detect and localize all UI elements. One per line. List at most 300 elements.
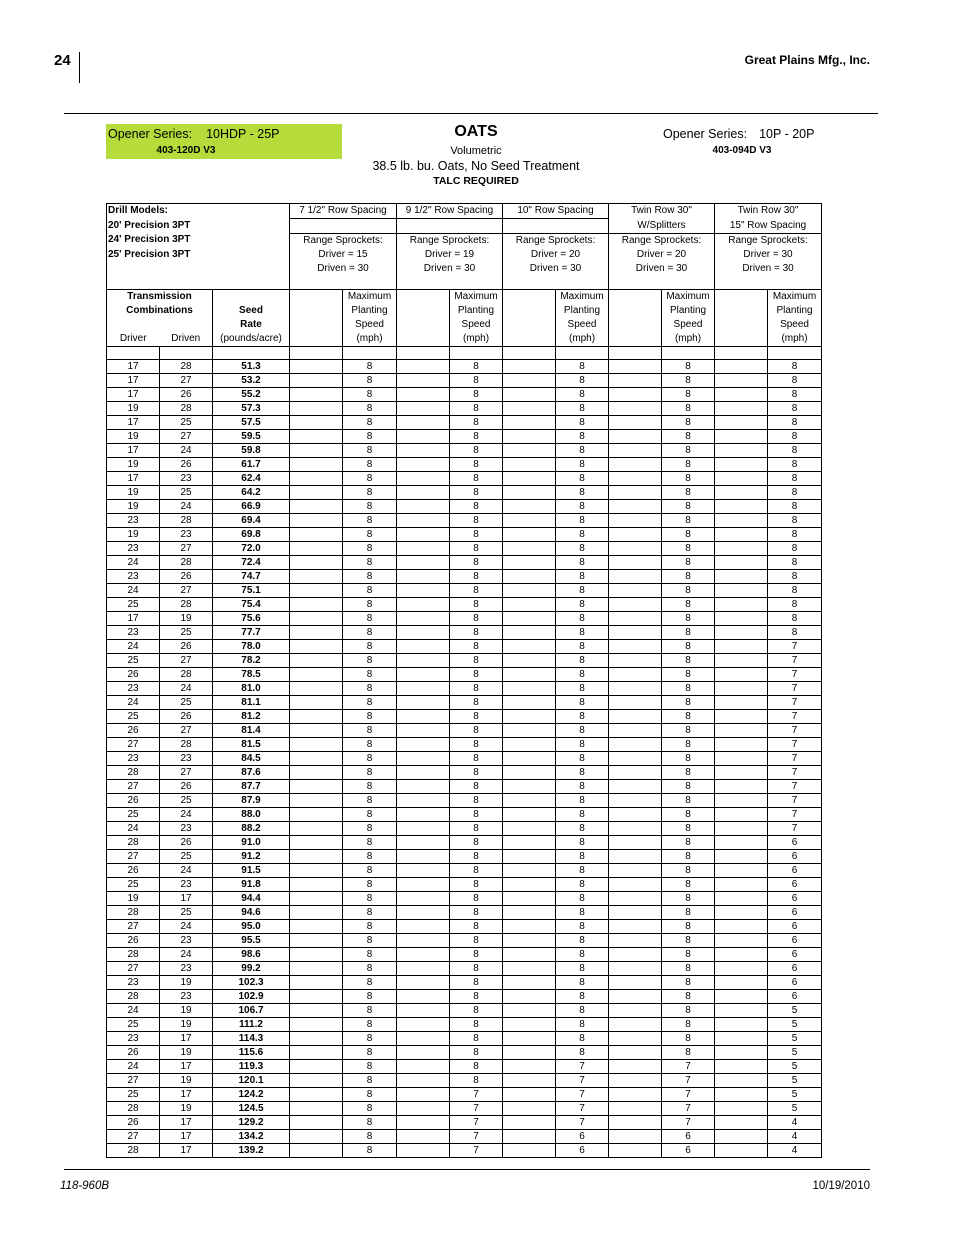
max-speed-cell: 8: [343, 681, 397, 695]
seed-rate-cell: 81.2: [213, 709, 290, 723]
driver-cell: 25: [107, 877, 160, 891]
seed-rate-cell: 106.7: [213, 1003, 290, 1017]
max-speed-cell: 5: [768, 1045, 822, 1059]
speed-header: Speed: [343, 318, 397, 332]
speed-header: (mph): [662, 332, 715, 347]
driven-cell: 23: [160, 471, 213, 485]
max-speed-cell: 8: [768, 583, 822, 597]
max-speed-cell: 8: [450, 877, 503, 891]
spacing-label-2: 15" Row Spacing: [715, 219, 822, 234]
table-row: [107, 1073, 822, 1087]
driver-cell: 27: [107, 1129, 160, 1143]
max-speed-cell: 8: [343, 793, 397, 807]
max-speed-cell: 8: [450, 625, 503, 639]
max-speed-cell: 8: [343, 779, 397, 793]
max-speed-cell: 8: [343, 625, 397, 639]
max-speed-cell: 8: [768, 499, 822, 513]
max-speed-cell: 8: [556, 891, 609, 905]
max-speed-cell: 8: [556, 569, 609, 583]
drill-models-label: Drill Models:: [107, 204, 290, 219]
document-number: 118-960B: [60, 1180, 110, 1192]
seed-rate-cell: 53.2: [213, 373, 290, 387]
max-speed-cell: 8: [556, 877, 609, 891]
max-speed-cell: 4: [768, 1115, 822, 1129]
driven-cell: 19: [160, 1003, 213, 1017]
max-speed-cell: 5: [768, 1059, 822, 1073]
driven-cell: 28: [160, 401, 213, 415]
max-speed-cell: 8: [343, 751, 397, 765]
table-row: [107, 569, 822, 583]
max-speed-cell: 8: [662, 989, 715, 1003]
max-speed-cell: 8: [343, 513, 397, 527]
max-speed-cell: 8: [450, 429, 503, 443]
max-speed-cell: 8: [768, 415, 822, 429]
table-row: [107, 835, 822, 849]
driven-cell: 25: [160, 695, 213, 709]
speed-header: Planting: [768, 304, 822, 318]
table-row: [107, 555, 822, 569]
driver-cell: 19: [107, 891, 160, 905]
driver-cell: 27: [107, 961, 160, 975]
seed-rate-cell: 75.4: [213, 597, 290, 611]
max-speed-cell: 8: [450, 541, 503, 555]
table-row: [107, 821, 822, 835]
max-speed-cell: 8: [343, 919, 397, 933]
max-speed-cell: 8: [343, 485, 397, 499]
driver-cell: 23: [107, 975, 160, 989]
driver-cell: 17: [107, 471, 160, 485]
range-driver: Driver = 20: [503, 248, 609, 262]
driven-header: Driven: [160, 332, 213, 347]
max-speed-cell: 8: [556, 597, 609, 611]
range-driven: Driven = 30: [715, 262, 822, 276]
max-speed-cell: 8: [662, 569, 715, 583]
max-speed-cell: 8: [450, 373, 503, 387]
max-speed-cell: 8: [556, 765, 609, 779]
max-speed-cell: 8: [450, 513, 503, 527]
header-vertical-rule: [79, 52, 80, 83]
max-speed-cell: 8: [450, 359, 503, 373]
document-date: 10/19/2010: [812, 1180, 870, 1192]
combinations-label: Combinations: [107, 304, 213, 318]
table-row: [107, 401, 822, 415]
driver-cell: 26: [107, 667, 160, 681]
max-speed-cell: 8: [343, 443, 397, 457]
speed-header: (mph): [768, 332, 822, 347]
seed-rate-cell: 78.2: [213, 653, 290, 667]
max-speed-cell: 8: [450, 723, 503, 737]
table-row: [107, 765, 822, 779]
max-speed-cell: 7: [662, 1101, 715, 1115]
driven-cell: 25: [160, 625, 213, 639]
max-speed-cell: 8: [556, 751, 609, 765]
max-speed-cell: 8: [662, 373, 715, 387]
header-row-driven: [107, 262, 822, 276]
max-speed-cell: 8: [662, 891, 715, 905]
max-speed-cell: 7: [768, 765, 822, 779]
max-speed-cell: 8: [662, 415, 715, 429]
max-speed-cell: 8: [662, 667, 715, 681]
max-speed-cell: 8: [450, 1003, 503, 1017]
range-driven: Driven = 30: [397, 262, 503, 276]
max-speed-cell: 8: [662, 807, 715, 821]
table-row: [107, 1017, 822, 1031]
max-speed-cell: 8: [662, 947, 715, 961]
max-speed-cell: 8: [343, 387, 397, 401]
table-row: [107, 933, 822, 947]
seed-rate-cell: 91.5: [213, 863, 290, 877]
driven-cell: 25: [160, 793, 213, 807]
speed-header: Maximum: [768, 289, 822, 304]
max-speed-cell: 5: [768, 1101, 822, 1115]
max-speed-cell: 8: [450, 681, 503, 695]
page-number: 24: [54, 52, 71, 69]
table-row: [107, 1129, 822, 1143]
max-speed-cell: 8: [662, 1017, 715, 1031]
seed-rate-cell: 114.3: [213, 1031, 290, 1045]
driven-cell: 28: [160, 737, 213, 751]
table-row: [107, 471, 822, 485]
max-speed-cell: 8: [556, 415, 609, 429]
table-row: [107, 625, 822, 639]
seed-rate-cell: 91.8: [213, 877, 290, 891]
max-speed-cell: 8: [768, 471, 822, 485]
max-speed-cell: 8: [343, 989, 397, 1003]
max-speed-cell: 8: [556, 793, 609, 807]
seed-rate-cell: 62.4: [213, 471, 290, 485]
range-sprockets-label: Range Sprockets:: [290, 233, 397, 248]
range-driven: Driven = 30: [290, 262, 397, 276]
max-speed-cell: 5: [768, 1031, 822, 1045]
driven-cell: 24: [160, 443, 213, 457]
range-sprockets-label: Range Sprockets:: [503, 233, 609, 248]
seed-rate-cell: 139.2: [213, 1143, 290, 1157]
max-speed-cell: 8: [556, 499, 609, 513]
max-speed-cell: 8: [768, 625, 822, 639]
seed-rate-cell: 102.9: [213, 989, 290, 1003]
range-driver: Driver = 20: [609, 248, 715, 262]
seed-rate-table: [106, 203, 822, 1158]
max-speed-cell: 8: [343, 597, 397, 611]
max-speed-cell: 8: [450, 555, 503, 569]
seed-rate-cell: 72.0: [213, 541, 290, 555]
max-speed-cell: 8: [556, 863, 609, 877]
max-speed-cell: 8: [343, 835, 397, 849]
table-row: [107, 807, 822, 821]
driver-cell: 17: [107, 611, 160, 625]
max-speed-cell: 8: [556, 667, 609, 681]
column-header-row-3: [107, 318, 822, 332]
driver-cell: 19: [107, 457, 160, 471]
max-speed-cell: 8: [556, 1045, 609, 1059]
table-row: [107, 905, 822, 919]
driven-cell: 24: [160, 499, 213, 513]
max-speed-cell: 8: [343, 401, 397, 415]
data-rows: [107, 359, 822, 1157]
max-speed-cell: 7: [768, 779, 822, 793]
max-speed-cell: 8: [556, 611, 609, 625]
max-speed-cell: 8: [450, 849, 503, 863]
max-speed-cell: 7: [556, 1101, 609, 1115]
driver-cell: 28: [107, 989, 160, 1003]
driven-cell: 26: [160, 569, 213, 583]
max-speed-cell: 8: [343, 611, 397, 625]
max-speed-cell: 8: [343, 1017, 397, 1031]
max-speed-cell: 8: [450, 1059, 503, 1073]
table-row: [107, 597, 822, 611]
max-speed-cell: 8: [450, 863, 503, 877]
max-speed-cell: 7: [556, 1115, 609, 1129]
max-speed-cell: 8: [450, 905, 503, 919]
table-row: [107, 387, 822, 401]
driver-cell: 23: [107, 541, 160, 555]
max-speed-cell: 8: [556, 429, 609, 443]
max-speed-cell: 8: [556, 457, 609, 471]
table-row: [107, 989, 822, 1003]
driven-cell: 24: [160, 919, 213, 933]
max-speed-cell: 8: [450, 639, 503, 653]
driver-cell: 26: [107, 863, 160, 877]
max-speed-cell: 8: [343, 639, 397, 653]
seed-rate-cell: 78.5: [213, 667, 290, 681]
driver-cell: 24: [107, 555, 160, 569]
driven-cell: 23: [160, 821, 213, 835]
max-speed-cell: 8: [556, 849, 609, 863]
driven-cell: 26: [160, 387, 213, 401]
driver-cell: 28: [107, 1143, 160, 1157]
max-speed-cell: 7: [662, 1115, 715, 1129]
max-speed-cell: 8: [450, 933, 503, 947]
max-speed-cell: 7: [450, 1143, 503, 1157]
max-speed-cell: 8: [343, 555, 397, 569]
max-speed-cell: 6: [768, 961, 822, 975]
seed-rate-cell: 91.2: [213, 849, 290, 863]
driven-cell: 19: [160, 1045, 213, 1059]
driven-cell: 19: [160, 611, 213, 625]
column-header-row-4: [107, 332, 822, 347]
driven-cell: 27: [160, 723, 213, 737]
driver-cell: 23: [107, 625, 160, 639]
max-speed-cell: 8: [450, 401, 503, 415]
max-speed-cell: 8: [450, 653, 503, 667]
max-speed-cell: 8: [662, 527, 715, 541]
table-row: [107, 737, 822, 751]
driven-cell: 19: [160, 975, 213, 989]
speed-header: Speed: [450, 318, 503, 332]
left-opener-series: [108, 127, 280, 141]
max-speed-cell: 8: [343, 807, 397, 821]
max-speed-cell: 7: [768, 653, 822, 667]
max-speed-cell: 8: [450, 1045, 503, 1059]
left-part-number: 403-120D V3: [156, 145, 216, 156]
max-speed-cell: 8: [768, 429, 822, 443]
driver-cell: 28: [107, 835, 160, 849]
max-speed-cell: 8: [556, 373, 609, 387]
max-speed-cell: 8: [343, 1059, 397, 1073]
max-speed-cell: 8: [662, 485, 715, 499]
max-speed-cell: 8: [662, 933, 715, 947]
max-speed-cell: 8: [343, 667, 397, 681]
driver-cell: 26: [107, 723, 160, 737]
max-speed-cell: 8: [450, 583, 503, 597]
range-driver: Driver = 30: [715, 248, 822, 262]
driven-cell: 25: [160, 415, 213, 429]
max-speed-cell: 7: [450, 1115, 503, 1129]
max-speed-cell: 8: [556, 653, 609, 667]
driver-cell: 25: [107, 1017, 160, 1031]
max-speed-cell: 8: [556, 527, 609, 541]
driven-cell: 28: [160, 359, 213, 373]
max-speed-cell: 8: [343, 933, 397, 947]
max-speed-cell: 6: [768, 975, 822, 989]
max-speed-cell: 8: [662, 877, 715, 891]
max-speed-cell: 7: [556, 1059, 609, 1073]
max-speed-cell: 8: [450, 765, 503, 779]
range-driver: Driver = 19: [397, 248, 503, 262]
max-speed-cell: 8: [768, 457, 822, 471]
max-speed-cell: 8: [662, 681, 715, 695]
max-speed-cell: 8: [662, 457, 715, 471]
max-speed-cell: 8: [343, 457, 397, 471]
seed-rate-cell: 94.6: [213, 905, 290, 919]
speed-header: Planting: [343, 304, 397, 318]
driver-cell: 27: [107, 1073, 160, 1087]
table-row: [107, 849, 822, 863]
max-speed-cell: 8: [768, 555, 822, 569]
seed-rate-cell: 55.2: [213, 387, 290, 401]
max-speed-cell: 7: [768, 793, 822, 807]
max-speed-cell: 6: [768, 933, 822, 947]
max-speed-cell: 7: [768, 751, 822, 765]
seed-rate-cell: 134.2: [213, 1129, 290, 1143]
max-speed-cell: 8: [556, 821, 609, 835]
spacing-label-2: [397, 219, 503, 234]
table-row: [107, 1031, 822, 1045]
driver-cell: 28: [107, 1101, 160, 1115]
driver-cell: 25: [107, 1087, 160, 1101]
speed-header: Planting: [662, 304, 715, 318]
max-speed-cell: 8: [556, 905, 609, 919]
seed-rate-cell: 95.0: [213, 919, 290, 933]
max-speed-cell: 8: [343, 527, 397, 541]
max-speed-cell: 8: [450, 835, 503, 849]
driven-cell: 27: [160, 765, 213, 779]
seed-rate-cell: 59.5: [213, 429, 290, 443]
page-title: OATS: [454, 123, 498, 140]
table-row: [107, 1101, 822, 1115]
max-speed-cell: 8: [450, 471, 503, 485]
max-speed-cell: 8: [343, 947, 397, 961]
driver-cell: 24: [107, 583, 160, 597]
spacing-label: 10" Row Spacing: [503, 204, 609, 219]
table-row: [107, 513, 822, 527]
max-speed-cell: 8: [662, 1045, 715, 1059]
spacing-label: Twin Row 30": [609, 204, 715, 219]
driver-cell: 19: [107, 401, 160, 415]
max-speed-cell: 8: [556, 835, 609, 849]
speed-header: Speed: [556, 318, 609, 332]
max-speed-cell: 8: [556, 639, 609, 653]
max-speed-cell: 8: [768, 359, 822, 373]
speed-header: (mph): [556, 332, 609, 347]
driver-cell: 27: [107, 919, 160, 933]
right-opener-value: 10P - 20P: [759, 127, 815, 141]
max-speed-cell: 8: [662, 555, 715, 569]
table-row: [107, 751, 822, 765]
max-speed-cell: 8: [768, 387, 822, 401]
max-speed-cell: 8: [450, 527, 503, 541]
header-rule: [64, 113, 878, 114]
driver-cell: 25: [107, 709, 160, 723]
seed-rate-cell: 64.2: [213, 485, 290, 499]
driven-cell: 19: [160, 1017, 213, 1031]
left-opener-label: Opener Series:: [108, 127, 193, 141]
driver-cell: 24: [107, 1059, 160, 1073]
max-speed-cell: 8: [768, 541, 822, 555]
max-speed-cell: 8: [343, 373, 397, 387]
max-speed-cell: 6: [768, 849, 822, 863]
seed-rate-cell: 61.7: [213, 457, 290, 471]
max-speed-cell: 8: [768, 527, 822, 541]
max-speed-cell: 8: [662, 471, 715, 485]
max-speed-cell: 8: [662, 709, 715, 723]
max-speed-cell: 8: [556, 471, 609, 485]
max-speed-cell: 7: [450, 1087, 503, 1101]
driven-cell: 23: [160, 877, 213, 891]
seed-rate-cell: 111.2: [213, 1017, 290, 1031]
max-speed-cell: 8: [343, 1143, 397, 1157]
seed-rate-cell: 124.2: [213, 1087, 290, 1101]
max-speed-cell: 8: [343, 737, 397, 751]
speed-header: Maximum: [556, 289, 609, 304]
seed-rate-cell: 91.0: [213, 835, 290, 849]
driven-cell: 28: [160, 597, 213, 611]
max-speed-cell: 8: [343, 709, 397, 723]
seed-header: Seed: [213, 304, 290, 318]
max-speed-cell: 8: [450, 919, 503, 933]
table-row: [107, 583, 822, 597]
driven-cell: 24: [160, 681, 213, 695]
driver-cell: 17: [107, 443, 160, 457]
driver-cell: 19: [107, 429, 160, 443]
driven-cell: 23: [160, 933, 213, 947]
driver-cell: 27: [107, 737, 160, 751]
max-speed-cell: 8: [343, 429, 397, 443]
spacing-label: 9 1/2" Row Spacing: [397, 204, 503, 219]
table-row: [107, 499, 822, 513]
table-row: [107, 485, 822, 499]
seed-header: (pounds/acre): [213, 332, 290, 347]
max-speed-cell: 8: [556, 387, 609, 401]
max-speed-cell: 8: [662, 1003, 715, 1017]
table-row: [107, 653, 822, 667]
max-speed-cell: 8: [343, 1003, 397, 1017]
max-speed-cell: 8: [450, 975, 503, 989]
seed-rate-cell: 84.5: [213, 751, 290, 765]
seed-header: Rate: [213, 318, 290, 332]
max-speed-cell: 8: [343, 583, 397, 597]
driver-cell: 25: [107, 653, 160, 667]
drill-model: 20' Precision 3PT: [107, 219, 290, 234]
driver-cell: 28: [107, 947, 160, 961]
driven-cell: 27: [160, 583, 213, 597]
table-row: [107, 1045, 822, 1059]
max-speed-cell: 7: [450, 1101, 503, 1115]
max-speed-cell: 8: [343, 1045, 397, 1059]
drill-model: 25' Precision 3PT: [107, 248, 290, 262]
max-speed-cell: 8: [450, 737, 503, 751]
driver-cell: 24: [107, 695, 160, 709]
